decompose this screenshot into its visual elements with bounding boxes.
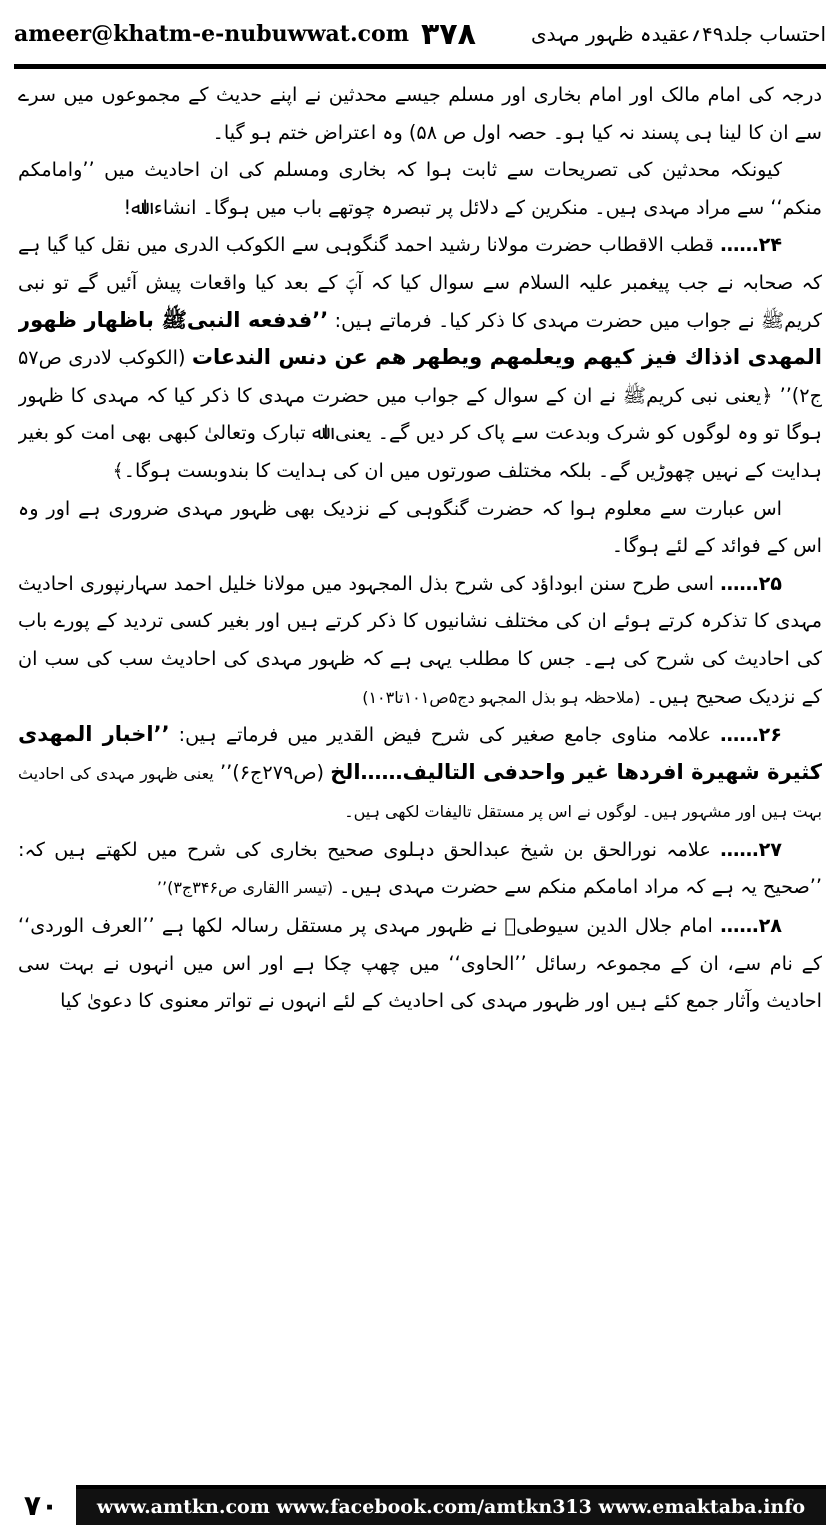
paragraph-2: کیونکہ محدثین کی تصریحات سے ثابت ہوا کہ بخاری ومسلم کی ان احادیث میں ’’وامامکم منکم‘‘ سے مراد مہدی ہیں۔ منکرین کے دلائل پر تبصرہ چوتھے باب میں ہوگا۔ انشاء اﷲ! — [18, 158, 822, 219]
paragraph-3 — [18, 226, 822, 489]
item-number-25: ۲۵…… — [720, 571, 782, 595]
paragraph-6-text: علامہ مناوی جامع صغیر کی شرح فیض القدیر میں فرماتے ہیں: — [178, 723, 712, 747]
paragraph-8 — [18, 907, 822, 1020]
paragraph-5-text: اسی طرح سنن ابوداؤد کی شرح بذل المجہود میں مولانا خلیل احمد سہارنپوری احادیث مہدی کا تذکرہ کرتے ہوئے ان کی مختلف نشانیوں کا ذکر کرتے ہیں اور بغیر کسی تردید کے پورے باب کی احادیث کی شرح کی ہے۔ جس کا مطلب یہی ہے کہ ظہور مہدی کی احادیث سب کی سب ان کے نزدیک صحیح ہیں۔ — [18, 571, 822, 708]
footer-page-number: ۷۰ — [23, 1488, 59, 1522]
reference-1: (الکوکب لادری ص۵۷ ج۲)’’ — [18, 346, 822, 407]
paragraph-7-text: علامہ نورالحق بن شیخ عبدالحق دہلوی صحیح بخاری کی شرح میں لکھتے ہیں کہ: ’’صحیح یہ ہے کہ مراد امامکم منکم سے حضرت مہدی ہیں۔ — [18, 837, 822, 899]
paragraph-8-text: امام جلال الدین سیوطیؒ نے ظہور مہدی پر مستقل رسالہ لکھا ہے ’’العرف الوردی‘‘ کے نام سے، ان کے مجموعہ رسائل ’’الحاوی‘‘ میں چھپ چکا ہے اور اس میں انہوں نے بہت سی احادیث وآثار جمع کئے ہیں اور ظہور مہدی کی احادیث کے لئے انہوں نے تواتر معنوی کا دعویٰ کیا — [18, 914, 822, 1013]
page-header — [14, 8, 826, 60]
paragraph-4: اس عبارت سے معلوم ہوا کہ حضرت گنگوہی کے نزدیک بھی ظہور مہدی ضروری ہے اور وہ اس کے فوائد کے لئے ہوگا۔ — [18, 496, 822, 558]
paragraph-3-translation: ﴿یعنی نبی کریمﷺ نے ان کے سوال کے جواب میں حضرت مہدی کا ذکر کیا کہ مہدی کا ظہور ہوگا تو وہ لوگوں کو شرک وبدعت سے پاک کر دیں گے۔ یعنی اﷲ تبارک وتعالیٰ کبھی بھی امت کو بغیر ہدایت کے نہیں چھوڑیں گے۔ بلکہ مختلف صورتوں میں ان کی ہدایت کا بندوبست ہوگا۔﴾ — [18, 383, 822, 482]
paragraph-3-text: قطب الاقطاب حضرت مولانا رشید احمد گنگوہی سے الکوکب الدری میں نقل کیا گیا ہے کہ صحابہ نے جب پیغمبر علیہ السلام سے سوال کیا کہ آپؐ کے بعد کیا واقعات پیش آئیں گے تو نبی کریمﷺ نے جواب میں حضرت مہدی کا ذکر کیا۔ فرماتے ہیں: — [18, 233, 822, 332]
footer-links: www.amtkn.com www.facebook.com/amtkn313 www.emaktaba.info — [96, 1496, 806, 1518]
header-email: ameer@khatm-e-nubuwwat.com — [14, 21, 409, 47]
paragraph-6-translation: یعنی ظہور مہدی کی احادیث بہت ہیں اور مشہور ہیں۔ لوگوں نے اس پر مستقل تالیفات لکھی ہیں۔ — [18, 763, 822, 822]
item-number-26: ۲۶…… — [720, 723, 782, 747]
item-number-28: ۲۸…… — [720, 914, 782, 938]
footer-links-bar — [76, 1485, 826, 1525]
paragraph-6 — [18, 716, 822, 831]
paragraph-7 — [18, 831, 822, 907]
arabic-quote-2: ’’اخبار المهدی کثیرة شهیرة افردها غیر واحدفی التالیف……الخ — [18, 722, 822, 784]
arabic-quote-1: ’’فدفعه النبیﷺ باظهار ظهور المهدی اذذاك فیز کیهم ویعلمهم ویطهر هم عن دنس الندعات — [18, 307, 822, 370]
header-rule — [14, 64, 826, 69]
reference-3: (ص۲۷۹ج۶)’’ — [220, 760, 325, 784]
header-left — [14, 17, 476, 52]
header-page-number: ۳۷۸ — [420, 16, 476, 52]
page-footer — [14, 1478, 826, 1532]
paragraph-5 — [18, 565, 822, 716]
header-book-title: احتساب جلد۴۹؍عقیدہ ظہور مہدی — [531, 22, 826, 46]
page-body — [18, 76, 822, 1456]
reference-2: (ملاحظہ ہو بذل المجہو دج۵ص۱۰۱تا۱۰۳) — [362, 687, 641, 707]
item-number-24: ۲۴…… — [720, 233, 782, 257]
reference-4: (تیسر االقاری ص۳۴۶ج۳)’’ — [156, 878, 334, 898]
item-number-27: ۲۷…… — [720, 837, 782, 861]
paragraph-1: درجہ کی امام مالک اور امام بخاری اور مسلم جیسے محدثین نے اپنے حدیث کے مجموعوں میں سرے سے ان کا لینا ہی پسند نہ کیا ہو۔ حصہ اول ص ۵۸) وہ اعتراض ختم ہو گیا۔ — [18, 83, 822, 144]
